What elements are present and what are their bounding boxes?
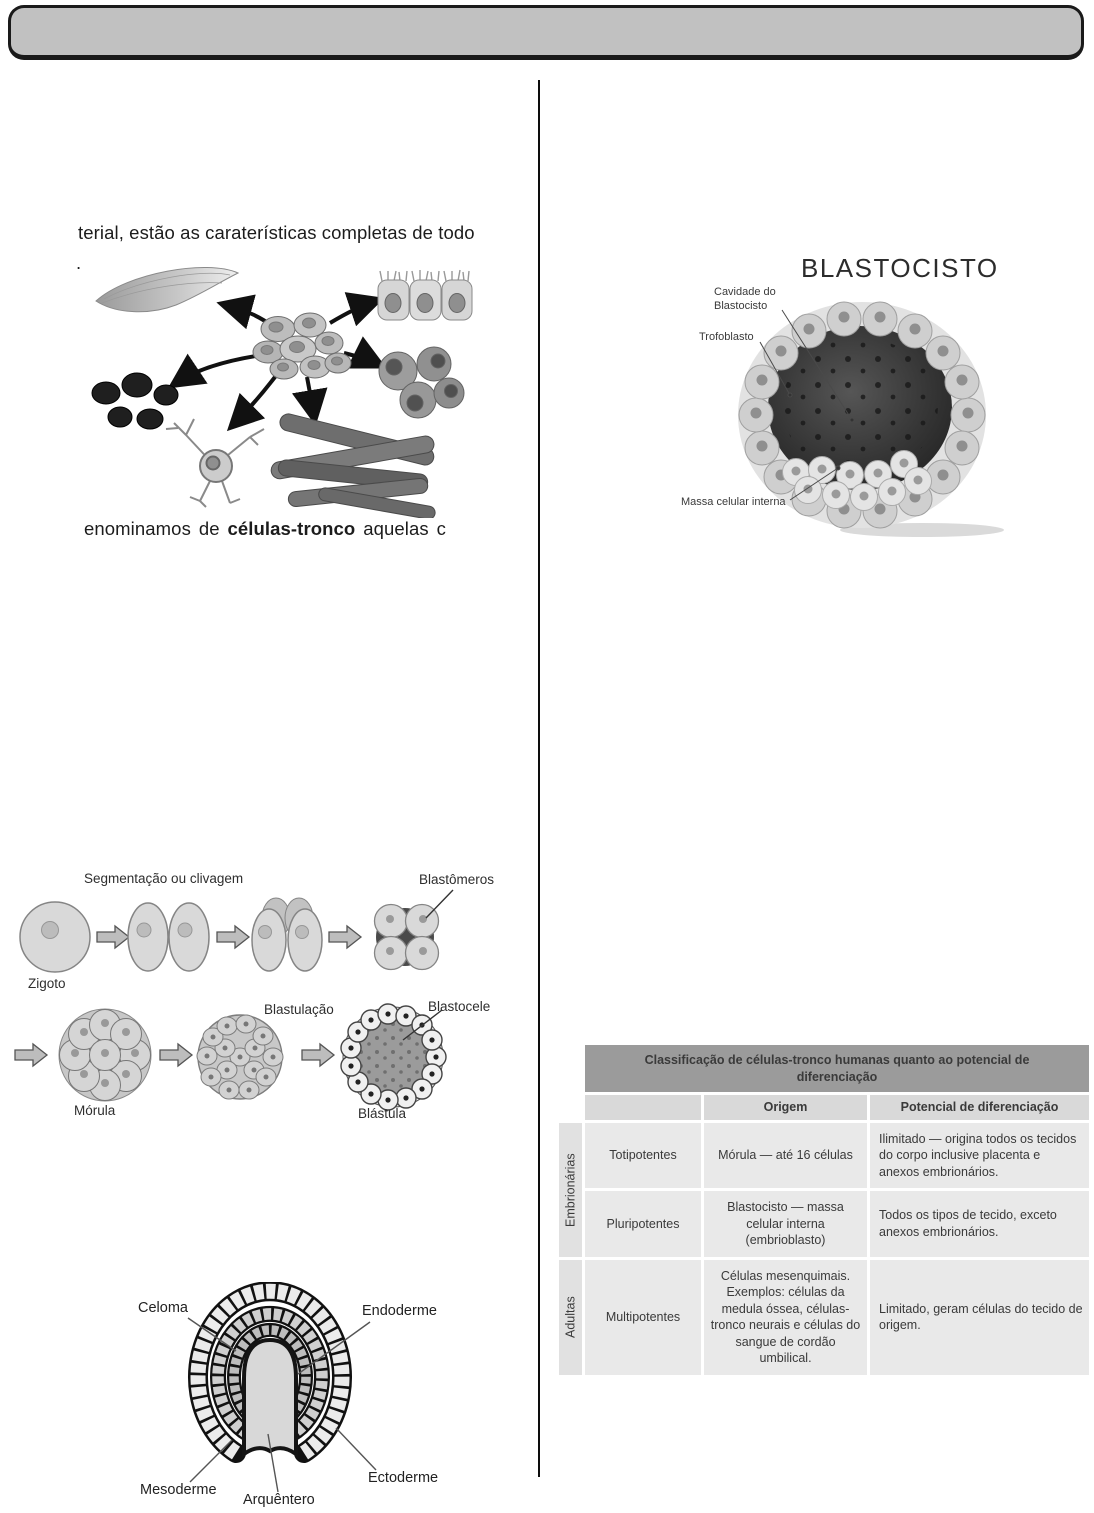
- two-cell-stage: [128, 903, 209, 971]
- cell-potential-pluripotentes: Todos os tipos de tecido, exceto anexos embrionários.: [870, 1191, 1089, 1257]
- archenteron-label: Arquêntero: [243, 1492, 315, 1508]
- trophoblast-label: Trofoblasto: [699, 331, 754, 343]
- neuron-illustration: [166, 419, 264, 507]
- blastulation-stage: [197, 1015, 283, 1099]
- header-bar: [8, 5, 1084, 60]
- four-cell-stage: [252, 898, 322, 971]
- muscle-cell-illustration: [96, 268, 238, 312]
- stem-cell-cluster-illustration: [253, 313, 351, 379]
- cell-origin-pluripotentes: Blastocisto — massa celular interna (embrioblasto): [704, 1191, 867, 1257]
- table-spacer: [559, 1045, 582, 1092]
- word: enominamos: [84, 518, 191, 539]
- word: c: [436, 518, 446, 539]
- cell-potential-totipotentes: Ilimitado — origina todos os tecidos do corpo inclusive placenta e anexos embrionários.: [870, 1123, 1089, 1189]
- stem-cell-differentiation-figure: [82, 253, 522, 518]
- cell-type-pluripotentes: Pluripotentes: [585, 1191, 701, 1257]
- blastula-label: Blástula: [358, 1106, 407, 1121]
- cell-potential-multipotentes: Limitado, geram células do tecido de origem.: [870, 1260, 1089, 1375]
- blood-cells-illustration: [92, 373, 178, 429]
- mesoderm-label: Mesoderme: [140, 1482, 217, 1498]
- cavity-label-line2: Blastocisto: [714, 299, 768, 312]
- stem-cell-classification-table: [556, 1042, 1092, 1378]
- blastocoel-label: Blastocele: [428, 999, 491, 1014]
- cell-origin-multipotentes: Células mesenquimais. Exemplos: células da medula óssea, células-tronco neurais e células do sangue de cordão umbilical.: [704, 1260, 867, 1375]
- morula-label: Mórula: [74, 1103, 116, 1118]
- blastomeres-label: Blastômeros: [419, 872, 495, 887]
- cavity-label-line1: Cavidade do: [714, 286, 776, 298]
- table-header-origin: Origem: [704, 1095, 867, 1120]
- paragraph-line-1-period: .: [76, 252, 82, 273]
- archenteron-cavity: [244, 1340, 296, 1454]
- epithelial-cells-illustration: [378, 270, 472, 320]
- endoderm-label: Endoderme: [362, 1303, 437, 1319]
- blastocyst-title: BLASTOCISTO: [801, 253, 999, 283]
- muscle-fibers-illustration: [270, 412, 436, 518]
- ectoderm-label: Ectoderme: [368, 1470, 439, 1486]
- table-header-potential: Potencial de diferenciação: [870, 1095, 1089, 1120]
- blastulation-label: Blastulação: [264, 1002, 334, 1017]
- column-divider: [538, 80, 540, 1477]
- paragraph-line-1: terial, estão as caraterísticas completas de todo: [78, 222, 475, 243]
- word: de: [198, 518, 220, 539]
- cell-origin-totipotentes: Mórula — até 16 células: [704, 1123, 867, 1189]
- morula-stage: [59, 1009, 151, 1101]
- cell-type-totipotentes: Totipotentes: [585, 1123, 701, 1189]
- table-header-empty: [585, 1095, 701, 1120]
- cleavage-title: Segmentação ou clivagem: [84, 871, 244, 886]
- coelom-label: Celoma: [138, 1300, 188, 1316]
- blastocyst-cavity-label: [714, 286, 776, 314]
- blastomeres-pointer: [426, 890, 453, 918]
- table-spacer: [559, 1095, 582, 1120]
- round-cells-illustration: [379, 347, 464, 418]
- keyword-celulas-tronco: células-tronco: [227, 518, 356, 539]
- table-title: Classificação de células-tronco humanas quanto ao potencial de diferenciação: [585, 1045, 1089, 1092]
- word: aquelas: [363, 518, 429, 539]
- cleavage-figure: [5, 880, 537, 1112]
- group-label-adultas: Adultas: [559, 1260, 582, 1375]
- zygote-label: Zigoto: [28, 976, 66, 991]
- cell-type-multipotentes: Multipotentes: [585, 1260, 701, 1375]
- inner-cell-mass-label: Massa celular interna: [681, 496, 786, 508]
- paragraph-line-2: [84, 518, 446, 540]
- group-label-embrionarias: Embrionárias: [559, 1123, 582, 1257]
